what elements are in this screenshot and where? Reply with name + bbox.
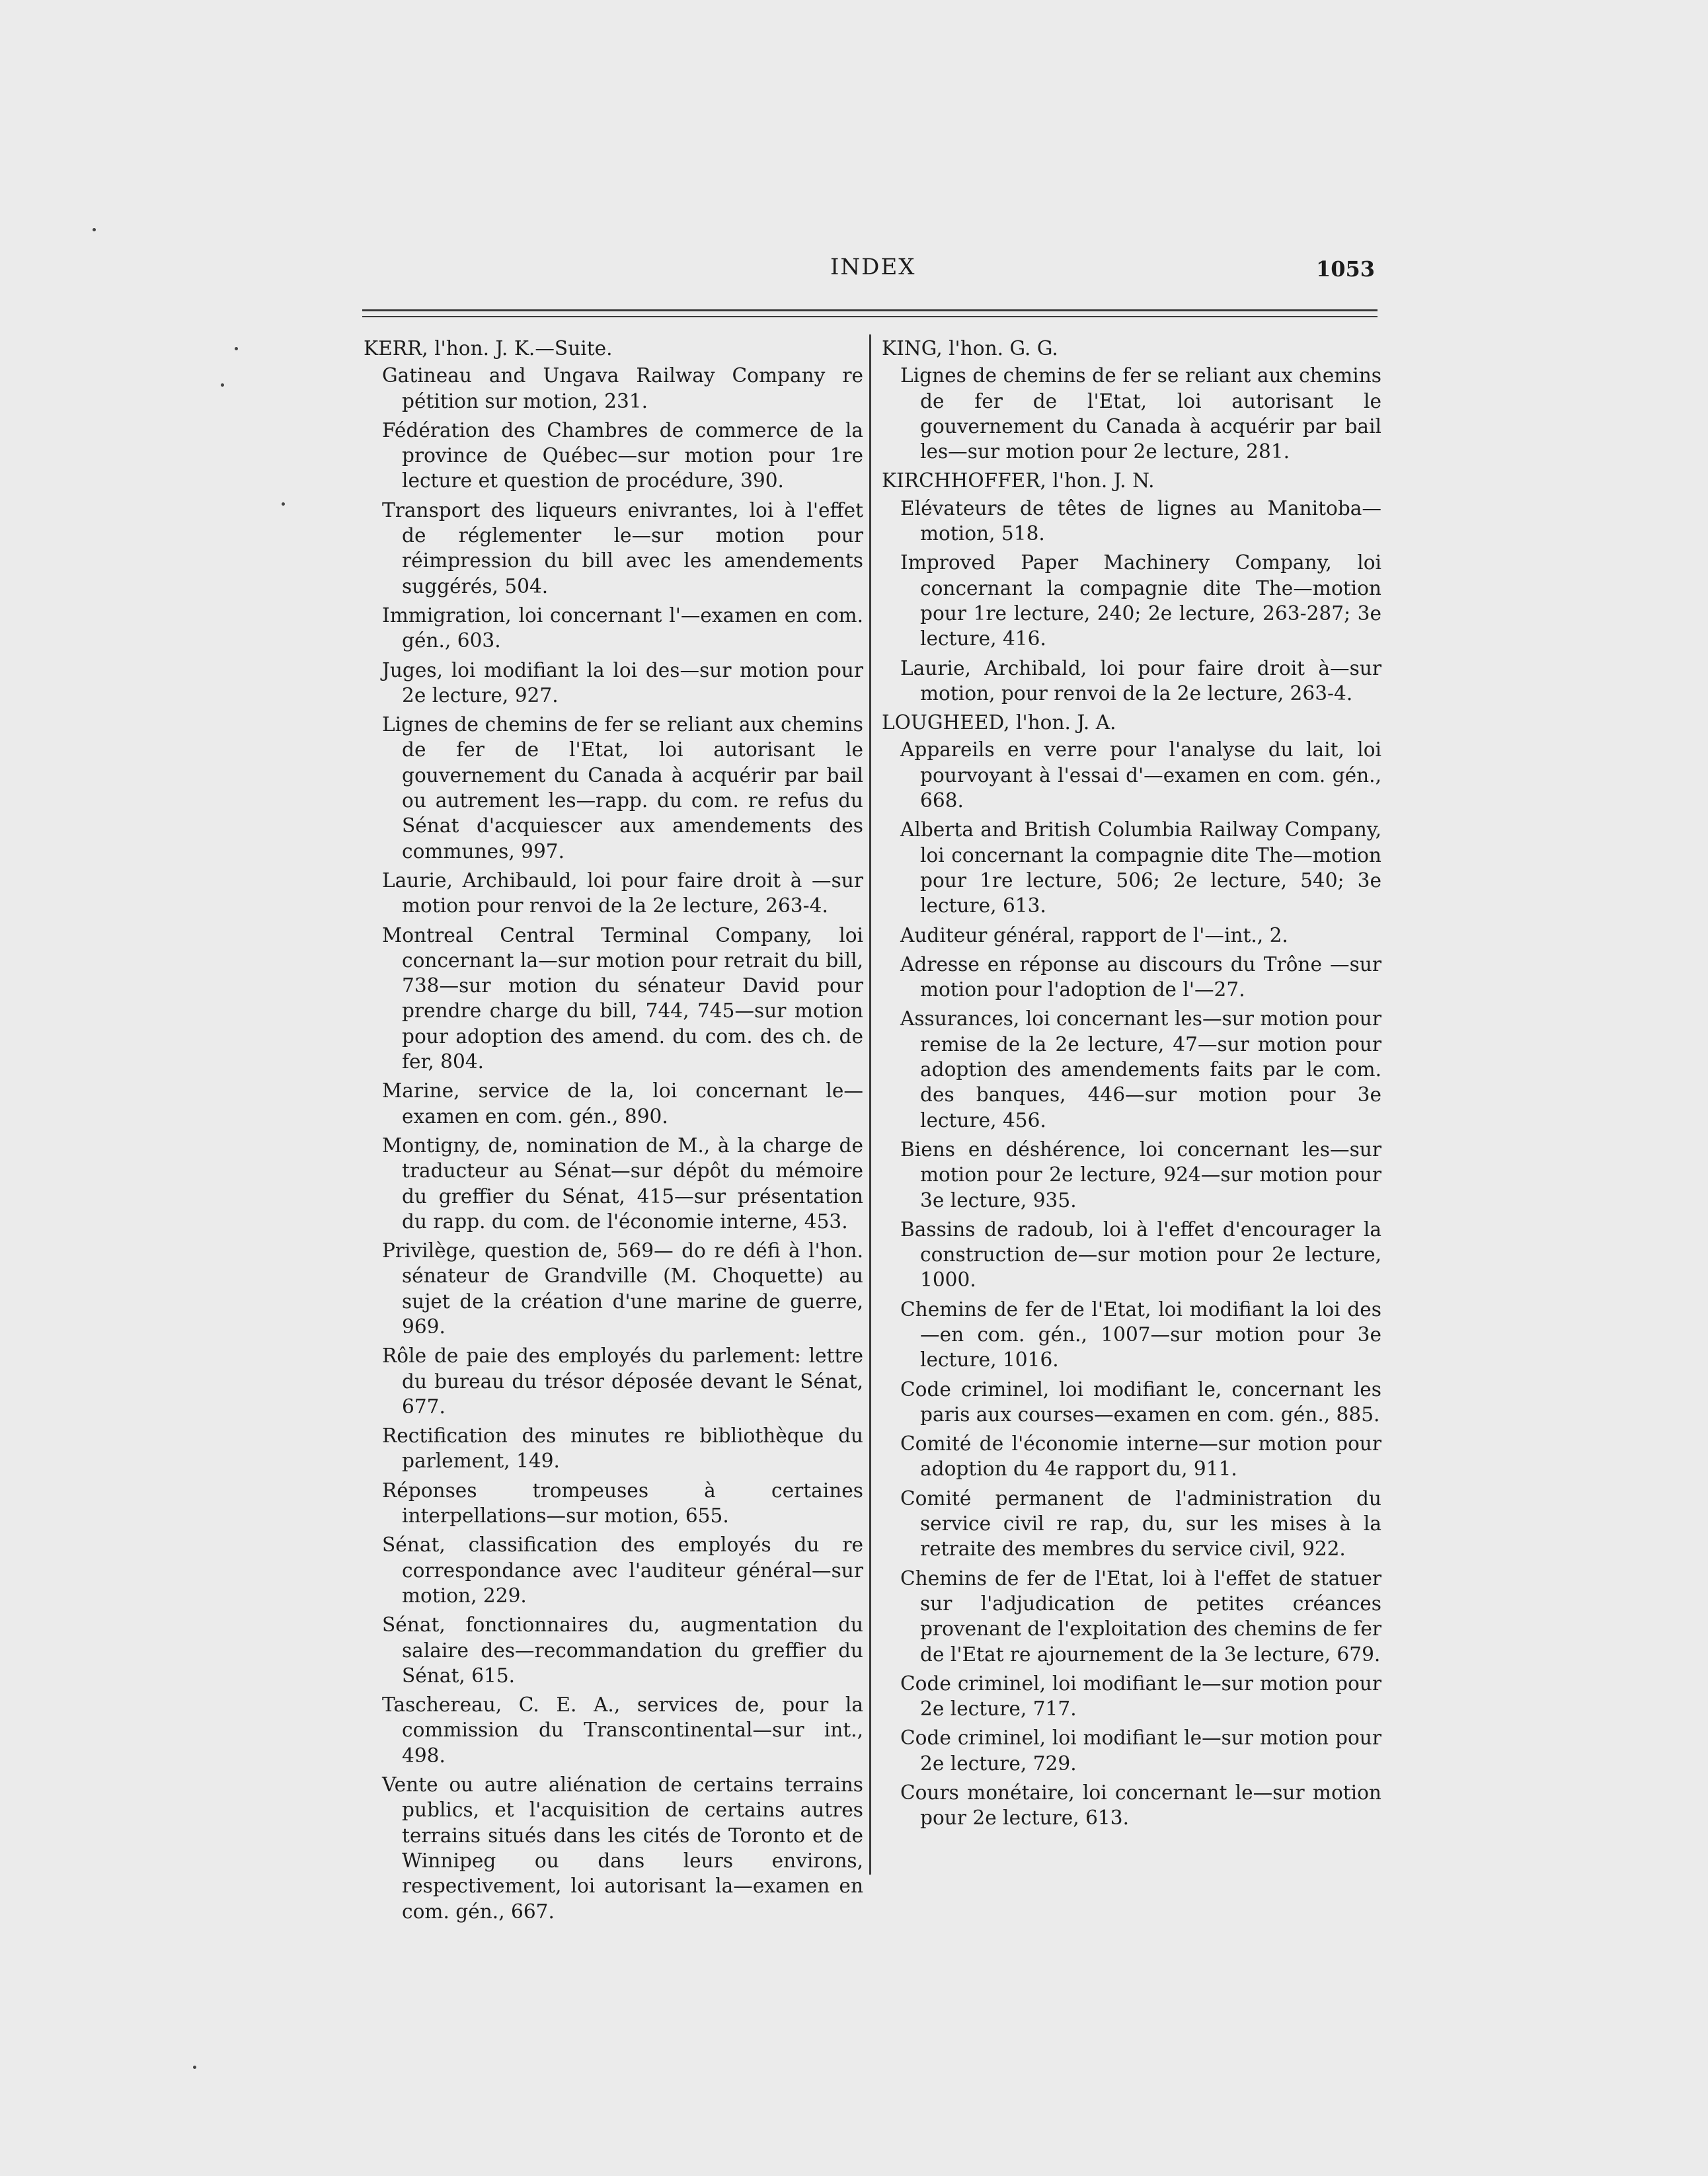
index-entry: Rectification des minutes re bibliothèque du parlement, 149.: [382, 1424, 863, 1473]
scan-speck: [93, 228, 96, 231]
index-entry: Lignes de chemins de fer se reliant aux chemins de fer de l'Etat, loi autorisant le gouvernement du Canada à acquérir par bail les—sur motion pour 2e lecture, 281.: [900, 364, 1381, 463]
scan-speck: [282, 502, 285, 506]
index-entry: Laurie, Archibald, loi pour faire droit à—sur motion, pour renvoi de la 2e lecture, 263-4.: [900, 656, 1381, 705]
scan-speck: [193, 2066, 196, 2069]
index-entry: Lignes de chemins de fer se reliant aux chemins de fer de l'Etat, loi autorisant le gouvernement du Canada à acquérir par bail ou autrement les—rapp. du com. re refus du Sénat d'acquiescer aux amendements des communes, 997.: [382, 713, 863, 863]
index-entry: Vente ou autre aliénation de certains terrains publics, et l'acquisition de certains autres terrains situés dans les cités de Toronto et de Winnipeg ou dans leurs environs, respectivement, loi autorisant la—examen en com. gén., 667.: [382, 1773, 863, 1923]
index-heading-king: KING, l'hon. G. G.: [882, 337, 1058, 360]
index-entry: Privilège, question de, 569— do re défi à l'hon. sénateur de Grandville (M. Choquette) au sujet de la création d'une marine de guerre, 969.: [382, 1239, 863, 1338]
index-entry: Comité de l'économie interne—sur motion pour adoption du 4e rapport du, 911.: [900, 1432, 1381, 1481]
index-entry: Adresse en réponse au discours du Trône —sur motion pour l'adoption de l'—27.: [900, 952, 1381, 1001]
running-head: [0, 254, 1708, 293]
index-entry: Cours monétaire, loi concernant le—sur motion pour 2e lecture, 613.: [900, 1781, 1381, 1830]
running-title: INDEX: [830, 254, 916, 280]
index-entry: Sénat, classification des employés du re correspondance avec l'auditeur général—sur motion, 229.: [382, 1534, 863, 1607]
index-entry: Immigration, loi concernant l'—examen en com. gén., 603.: [382, 603, 863, 652]
index-entry: Transport des liqueurs enivrantes, loi à l'effet de réglementer le—sur motion pour réimpression du bill avec les amendements suggérés, 504.: [382, 498, 863, 598]
index-entry: Juges, loi modifiant la loi des—sur motion pour 2e lecture, 927.: [382, 658, 863, 707]
header-rule: [362, 309, 1378, 311]
scan-speck: [235, 347, 238, 350]
index-heading-kirchhoffer: KIRCHHOFFER, l'hon. J. N.: [882, 469, 1155, 492]
index-heading-lougheed: LOUGHEED, l'hon. J. A.: [882, 711, 1116, 734]
index-entry: Auditeur général, rapport de l'—int., 2.: [900, 923, 1288, 947]
index-column-right: [880, 336, 1381, 1835]
scan-speck: [221, 383, 224, 387]
index-entry: Appareils en verre pour l'analyse du lait, loi pourvoyant à l'essai d'—examen en com. gén., 668.: [900, 738, 1381, 812]
index-entry: Gatineau and Ungava Railway Company re pétition sur motion, 231.: [382, 364, 863, 412]
index-entry: Biens en déshérence, loi concernant les—sur motion pour 2e lecture, 924—sur motion pour 3e lecture, 935.: [900, 1138, 1381, 1212]
index-entry: Fédération des Chambres de commerce de la province de Québec—sur motion pour 1re lecture et question de procédure, 390.: [382, 418, 863, 492]
index-column-left: [362, 336, 863, 1928]
page-number: 1053: [1315, 256, 1375, 282]
index-entry: Chemins de fer de l'Etat, loi à l'effet de statuer sur l'adjudication de petites créances provenant de l'exploitation des chemins de fer de l'Etat re ajournement de la 3e lecture, 679.: [900, 1567, 1381, 1666]
index-entry: Comité permanent de l'administration du service civil re rap, du, sur les mises à la retraite des membres du service civil, 922.: [900, 1487, 1381, 1561]
index-entry: Rôle de paie des employés du parlement: lettre du bureau du trésor déposée devant le Sénat, 677.: [382, 1344, 863, 1418]
index-entry: Taschereau, C. E. A., services de, pour la commission du Transcontinental—sur int., 498.: [382, 1693, 863, 1767]
index-entry: Assurances, loi concernant les—sur motion pour remise de la 2e lecture, 47—sur motion pour adoption des amendements faits par le com. des banques, 446—sur motion pour 3e lecture, 456.: [900, 1007, 1381, 1132]
header-rule-thin: [362, 316, 1378, 317]
index-entry: Alberta and British Columbia Railway Company, loi concernant la compagnie dite The—motion pour 1re lecture, 506; 2e lecture, 540; 3e lecture, 613.: [900, 818, 1381, 917]
index-entry: Chemins de fer de l'Etat, loi modifiant la loi des—en com. gén., 1007—sur motion pour 3e lecture, 1016.: [900, 1298, 1381, 1372]
index-entry: Code criminel, loi modifiant le—sur motion pour 2e lecture, 729.: [900, 1727, 1381, 1775]
index-heading-kerr: KERR, l'hon. J. K.—Suite.: [364, 337, 613, 360]
index-entry: Bassins de radoub, loi à l'effet d'encourager la construction de—sur motion pour 2e lecture, 1000.: [900, 1218, 1381, 1292]
index-entry: Sénat, fonctionnaires du, augmentation du salaire des—recommandation du greffier du Sénat, 615.: [382, 1613, 863, 1687]
column-divider: [869, 334, 871, 1875]
index-entry: Code criminel, loi modifiant le, concernant les paris aux courses—examen en com. gén., 885.: [900, 1378, 1381, 1426]
index-entry: Marine, service de la, loi concernant le—examen en com. gén., 890.: [382, 1079, 863, 1128]
index-entry: Montigny, de, nomination de M., à la charge de traducteur au Sénat—sur dépôt du mémoire du greffier du Sénat, 415—sur présentation du rapp. du com. de l'économie interne, 453.: [382, 1134, 863, 1233]
index-entry: Laurie, Archibauld, loi pour faire droit à —sur motion pour renvoi de la 2e lecture, 263-4.: [382, 869, 863, 917]
index-entry: Montreal Central Terminal Company, loi concernant la—sur motion pour retrait du bill, 738—sur motion du sénateur David pour prendre charge du bill, 744, 745—sur motion pour adoption des amend. du com. des ch. de fer, 804.: [382, 923, 863, 1073]
index-entry: Code criminel, loi modifiant le—sur motion pour 2e lecture, 717.: [900, 1672, 1381, 1721]
index-entry: Improved Paper Machinery Company, loi concernant la compagnie dite The—motion pour 1re lecture, 240; 2e lecture, 263-287; 3e lecture, 416.: [900, 551, 1381, 650]
index-entry: Réponses trompeuses à certaines interpellations—sur motion, 655.: [382, 1479, 863, 1528]
index-entry: Elévateurs de têtes de lignes au Manitoba—motion, 518.: [900, 496, 1381, 545]
